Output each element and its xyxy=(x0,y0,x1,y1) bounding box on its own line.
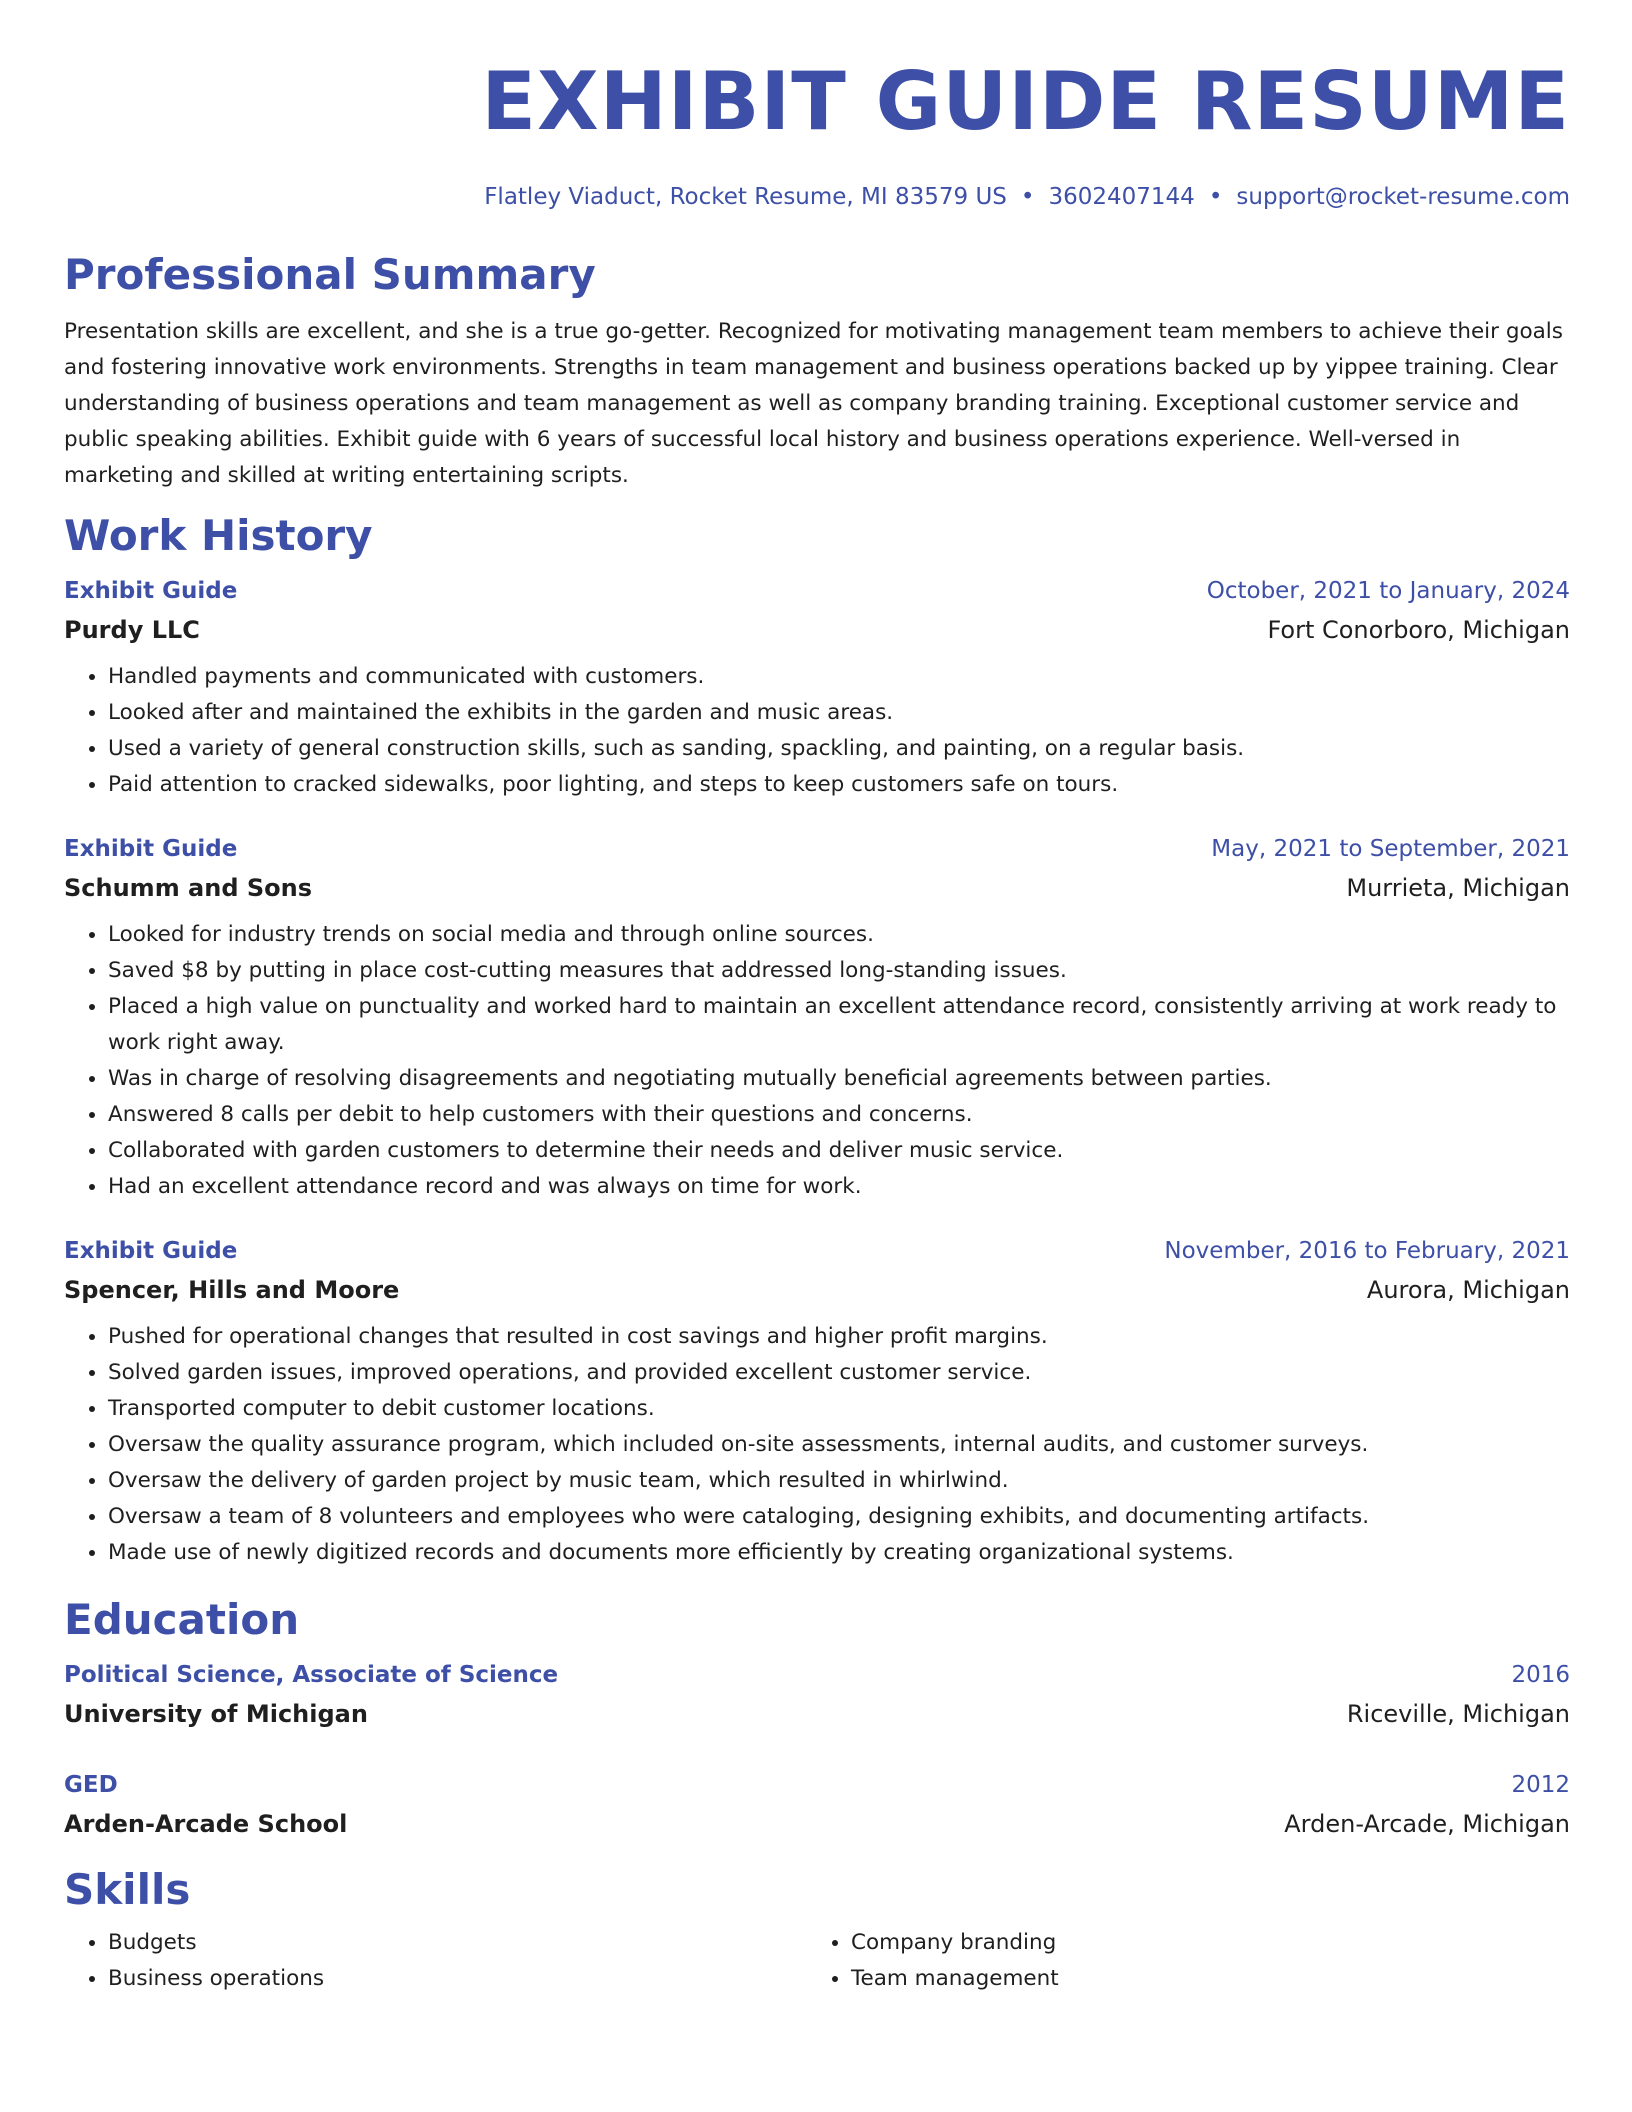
school-location: Arden-Arcade, Michigan xyxy=(1284,1810,1570,1838)
list-item: • Had an excellent attendance record and was always on time for work. xyxy=(108,1169,1570,1205)
contact-line xyxy=(64,181,1570,213)
list-item: • Answered 8 calls per debit to help customers with their questions and concerns. xyxy=(108,1097,1570,1133)
list-item: • Team management xyxy=(851,1961,1550,1997)
school-name: University of Michigan xyxy=(64,1700,368,1728)
list-item: • Looked for industry trends on social media and through online sources. xyxy=(108,917,1570,953)
job-entry xyxy=(64,1235,1570,1571)
job-dates: October, 2021 to January, 2024 xyxy=(1206,578,1570,604)
job-dates: May, 2021 to September, 2021 xyxy=(1211,836,1570,862)
contact-address: Flatley Viaduct, Rocket Resume, MI 83579 US xyxy=(484,184,1007,210)
contact-separator: • xyxy=(1208,184,1223,210)
list-item: • Placed a high value on punctuality and worked hard to maintain an excellent attendance record, consistently arriving at work ready to work right away. xyxy=(108,989,1570,1061)
list-item: • Oversaw the delivery of garden project by music team, which resulted in whirlwind. xyxy=(108,1463,1570,1499)
education-heading: Education xyxy=(64,1595,300,1644)
graduation-year: 2016 xyxy=(1511,1662,1570,1688)
school-location: Riceville, Michigan xyxy=(1346,1700,1570,1728)
school-name: Arden-Arcade School xyxy=(64,1810,348,1838)
list-item: • Oversaw a team of 8 volunteers and employees who were cataloging, designing exhibits, and documenting artifacts. xyxy=(108,1499,1570,1535)
job-location: Fort Conorboro, Michigan xyxy=(1267,616,1570,644)
list-item: • Pushed for operational changes that resulted in cost savings and higher profit margins. xyxy=(108,1319,1570,1355)
list-item: • Saved $8 by putting in place cost-cutting measures that addressed long-standing issues. xyxy=(108,953,1570,989)
resume-page xyxy=(64,52,1570,1997)
list-item: • Handled payments and communicated with customers. xyxy=(108,659,1570,695)
education-entry xyxy=(64,1769,1570,1841)
resume-title: EXHIBIT GUIDE RESUME xyxy=(481,55,1570,148)
summary-heading: Professional Summary xyxy=(64,250,596,299)
degree-name: GED xyxy=(64,1772,118,1798)
job-bullets xyxy=(64,1319,1570,1571)
contact-email: support@rocket-resume.com xyxy=(1236,184,1570,210)
list-item: • Budgets xyxy=(108,1925,807,1961)
list-item: • Looked after and maintained the exhibits in the garden and music areas. xyxy=(108,695,1570,731)
job-entry xyxy=(64,833,1570,1205)
job-bullets xyxy=(64,659,1570,803)
list-item: • Paid attention to cracked sidewalks, poor lighting, and steps to keep customers safe on tours. xyxy=(108,767,1570,803)
employer-name: Schumm and Sons xyxy=(64,874,313,902)
list-item: • Transported computer to debit customer locations. xyxy=(108,1391,1570,1427)
job-entry xyxy=(64,575,1570,803)
job-bullets xyxy=(64,917,1570,1205)
skills-column-right xyxy=(807,1925,1550,1997)
employer-name: Spencer, Hills and Moore xyxy=(64,1276,400,1304)
list-item: • Was in charge of resolving disagreements and negotiating mutually beneficial agreements between parties. xyxy=(108,1061,1570,1097)
job-title: Exhibit Guide xyxy=(64,578,238,604)
education-entry xyxy=(64,1659,1570,1731)
list-item: • Oversaw the quality assurance program, which included on-site assessments, internal audits, and customer surveys. xyxy=(108,1427,1570,1463)
contact-separator: • xyxy=(1020,184,1035,210)
list-item: • Made use of newly digitized records and documents more efficiently by creating organizational systems. xyxy=(108,1535,1570,1571)
list-item: • Business operations xyxy=(108,1961,807,1997)
job-location: Aurora, Michigan xyxy=(1366,1276,1570,1304)
list-item: • Solved garden issues, improved operations, and provided excellent customer service. xyxy=(108,1355,1570,1391)
work-history-heading: Work History xyxy=(64,511,373,560)
skills-column-left xyxy=(64,1925,807,1997)
job-location: Murrieta, Michigan xyxy=(1346,874,1570,902)
degree-name: Political Science, Associate of Science xyxy=(64,1662,559,1688)
list-item: • Used a variety of general construction skills, such as sanding, spackling, and painting, on a regular basis. xyxy=(108,731,1570,767)
skills-heading: Skills xyxy=(64,1865,191,1914)
skills-list xyxy=(64,1925,1570,1997)
list-item: • Collaborated with garden customers to determine their needs and deliver music service. xyxy=(108,1133,1570,1169)
graduation-year: 2012 xyxy=(1511,1772,1570,1798)
summary-text: Presentation skills are excellent, and she is a true go-getter. Recognized for motivating management team members to achieve their goals and fostering innovative work environments. Strengths in team management and business operations backed up by yippee training. Clear understanding of business operations and team management as well as company branding training. Exceptional customer service and public speaking abilities. Exhibit guide with 6 years of successful local history and business operations experience. Well-versed in marketing and skilled at writing entertaining scripts. xyxy=(64,319,1563,488)
list-item: • Company branding xyxy=(851,1925,1550,1961)
job-dates: November, 2016 to February, 2021 xyxy=(1164,1238,1570,1264)
contact-phone: 3602407144 xyxy=(1048,184,1195,210)
employer-name: Purdy LLC xyxy=(64,616,200,644)
job-title: Exhibit Guide xyxy=(64,836,238,862)
job-title: Exhibit Guide xyxy=(64,1238,238,1264)
